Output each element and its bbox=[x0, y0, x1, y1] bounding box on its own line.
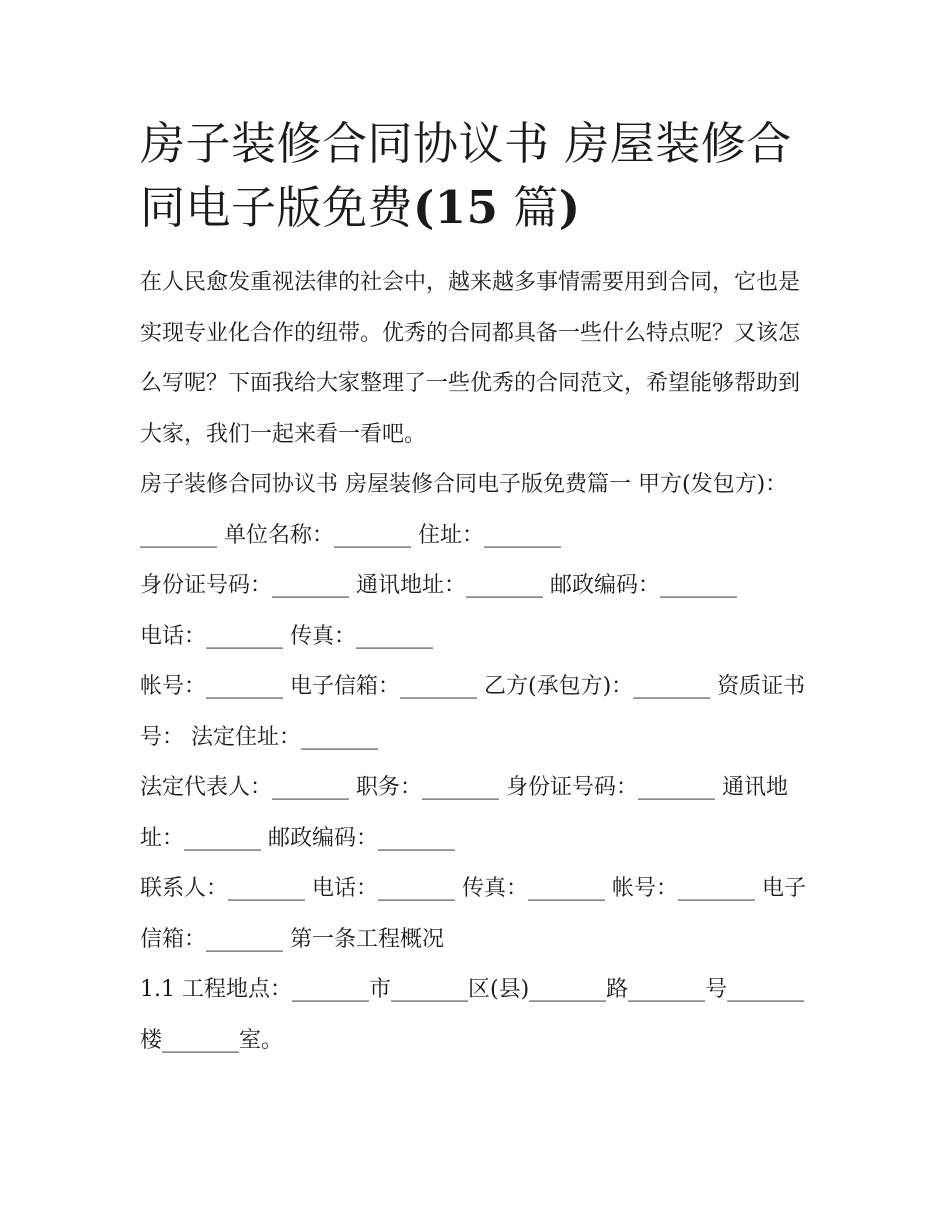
title-unit: 篇 bbox=[498, 181, 559, 234]
title-text: 房子装修合同协议书 房屋装修合同电子版免费 bbox=[140, 117, 792, 234]
contact-paragraph: 联系人：_______ 电话：_______ 传真：_______ 帐号：_______ 电子信箱：_______ 第一条工程概况 bbox=[140, 876, 806, 952]
document-page bbox=[140, 112, 820, 1066]
title-count: (15 bbox=[413, 181, 499, 234]
party-a-paragraph: 房子装修合同协议书 房屋装修合同电子版免费篇一 甲方(发包方)：_______ 单位名称：_______ 住址：_______ bbox=[140, 472, 788, 548]
account-party-b-paragraph: 帐号：_______ 电子信箱：_______ 乙方(承包方)：_______ 资质证书号： 法定住址：_______ bbox=[140, 674, 806, 750]
title-close: ) bbox=[558, 181, 581, 234]
intro-paragraph: 在人民愈发重视法律的社会中，越来越多事情需要用到合同，它也是实现专业化合作的纽带。优秀的合同都具备一些什么特点呢？又该怎么写呢？下面我给大家整理了一些优秀的合同范文，希望能够帮助到大家，我们一起来看一看吧。 bbox=[140, 270, 801, 447]
phone-fax-paragraph: 电话：_______ 传真：_______ bbox=[140, 623, 433, 649]
document-title bbox=[140, 112, 820, 240]
project-location-paragraph: 1.1 工程地点：_______市_______区(县)_______路_______号_______楼_______室。 bbox=[140, 977, 805, 1053]
legal-rep-paragraph: 法定代表人：_______ 职务：_______ 身份证号码：_______ 通讯地址：_______ 邮政编码：_______ bbox=[140, 775, 788, 851]
id-address-paragraph: 身份证号码：_______ 通讯地址：_______ 邮政编码：_______ bbox=[140, 573, 737, 598]
